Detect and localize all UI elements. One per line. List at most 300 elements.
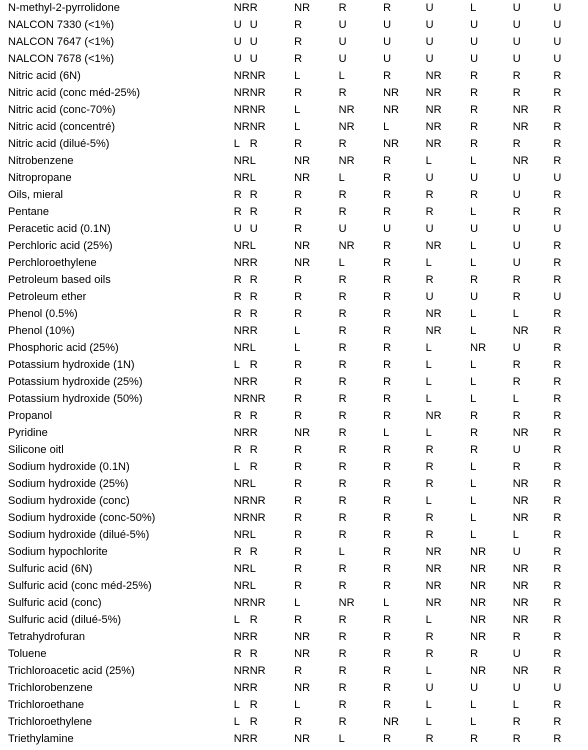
rating-cell: R — [383, 682, 392, 694]
rating-cell: R — [249, 631, 258, 643]
rating-cell: NR — [425, 563, 442, 575]
rating-cell: R — [233, 206, 242, 218]
table-row — [0, 357, 588, 374]
rating-cell: L — [249, 155, 256, 167]
rating-cell: NR — [233, 172, 250, 184]
rating-cell: NR — [338, 597, 355, 609]
rating-cell: R — [338, 614, 347, 626]
rating-cell: R — [553, 155, 562, 167]
rating-cell: U — [470, 682, 479, 694]
rating-cell: R — [553, 529, 562, 541]
rating-cell: L — [249, 563, 256, 575]
rating-cell: R — [233, 648, 242, 660]
chemical-name-cell: Nitric acid (6N) — [8, 70, 81, 82]
rating-cell: R — [553, 138, 562, 150]
rating-cell: NR — [294, 240, 311, 252]
rating-cell: NR — [249, 495, 266, 507]
rating-cell: NR — [470, 563, 487, 575]
rating-cell: U — [512, 36, 521, 48]
table-row — [0, 136, 588, 153]
table-row — [0, 663, 588, 680]
rating-cell: L — [470, 512, 477, 524]
rating-cell: NR — [470, 342, 487, 354]
rating-cell: R — [470, 70, 479, 82]
rating-cell: R — [470, 274, 479, 286]
rating-cell: NR — [294, 631, 311, 643]
rating-cell: R — [338, 376, 347, 388]
rating-cell: NR — [233, 240, 250, 252]
table-row — [0, 68, 588, 85]
rating-cell: R — [294, 512, 303, 524]
rating-cell: U — [425, 682, 434, 694]
rating-cell: R — [338, 648, 347, 660]
rating-cell: R — [294, 53, 303, 65]
chemical-name-cell: Trichloroacetic acid (25%) — [8, 665, 135, 677]
rating-cell: NR — [233, 580, 250, 592]
rating-cell: R — [294, 274, 303, 286]
rating-cell: R — [470, 138, 479, 150]
rating-cell: L — [470, 257, 477, 269]
rating-cell: U — [425, 53, 434, 65]
rating-cell: U — [553, 682, 562, 694]
rating-cell: R — [512, 716, 521, 728]
rating-cell: NR — [233, 257, 250, 269]
rating-cell: U — [512, 240, 521, 252]
rating-cell: U — [512, 546, 521, 558]
rating-cell: NR — [338, 155, 355, 167]
rating-cell: R — [338, 2, 347, 14]
rating-cell: NR — [425, 597, 442, 609]
rating-cell: R — [294, 223, 303, 235]
chemical-name-cell: Sodium hydroxide (conc) — [8, 495, 130, 507]
chemical-name-cell: Phenol (10%) — [8, 325, 75, 337]
rating-cell: R — [294, 189, 303, 201]
rating-cell: R — [425, 512, 434, 524]
rating-cell: L — [294, 325, 301, 337]
rating-cell: R — [338, 393, 347, 405]
rating-cell: NR — [425, 138, 442, 150]
table-row — [0, 595, 588, 612]
table-row — [0, 51, 588, 68]
rating-cell: U — [425, 19, 434, 31]
rating-cell: R — [383, 155, 392, 167]
rating-cell: R — [553, 512, 562, 524]
rating-cell: R — [512, 733, 521, 745]
table-row — [0, 408, 588, 425]
chemical-name-cell: Oils, mieral — [8, 189, 64, 201]
rating-cell: R — [383, 2, 392, 14]
rating-cell: U — [338, 53, 347, 65]
rating-cell: R — [233, 444, 242, 456]
table-row — [0, 391, 588, 408]
rating-cell: R — [553, 427, 562, 439]
chemical-name-cell: NALCON 7330 (<1%) — [8, 19, 115, 31]
rating-cell: R — [553, 359, 562, 371]
chemical-name-cell: Silicone oitl — [8, 444, 64, 456]
rating-cell: R — [294, 359, 303, 371]
rating-cell: R — [233, 291, 242, 303]
chemical-name-cell: NALCON 7647 (<1%) — [8, 36, 115, 48]
chemical-name-cell: Pyridine — [8, 427, 48, 439]
chemical-name-cell: Pentane — [8, 206, 49, 218]
rating-cell: L — [249, 580, 256, 592]
rating-cell: U — [553, 2, 562, 14]
rating-cell: R — [512, 631, 521, 643]
rating-cell: R — [338, 291, 347, 303]
rating-cell: R — [553, 189, 562, 201]
rating-cell: R — [553, 597, 562, 609]
rating-cell: U — [512, 444, 521, 456]
rating-cell: L — [470, 155, 477, 167]
rating-cell: R — [338, 410, 347, 422]
rating-cell: R — [512, 376, 521, 388]
rating-cell: U — [425, 223, 434, 235]
rating-cell: R — [338, 699, 347, 711]
rating-cell: U — [512, 257, 521, 269]
rating-cell: L — [425, 699, 432, 711]
rating-cell: L — [425, 359, 432, 371]
rating-cell: R — [553, 444, 562, 456]
rating-cell: U — [425, 172, 434, 184]
rating-cell: R — [425, 478, 434, 490]
rating-cell: NR — [338, 121, 355, 133]
rating-cell: R — [470, 104, 479, 116]
rating-cell: NR — [294, 682, 311, 694]
rating-cell: R — [294, 529, 303, 541]
chemical-name-cell: Triethylamine — [8, 733, 74, 745]
rating-cell: R — [553, 257, 562, 269]
rating-cell: R — [338, 461, 347, 473]
rating-cell: L — [294, 121, 301, 133]
rating-cell: R — [553, 631, 562, 643]
rating-cell: NR — [294, 648, 311, 660]
rating-cell: NR — [233, 427, 250, 439]
rating-cell: R — [383, 648, 392, 660]
rating-cell: NR — [233, 155, 250, 167]
chemical-name-cell: Sulfuric acid (conc méd-25%) — [8, 580, 152, 592]
chemical-name-cell: Perchloric acid (25%) — [8, 240, 113, 252]
rating-cell: L — [294, 342, 301, 354]
rating-cell: NR — [233, 393, 250, 405]
rating-cell: R — [553, 716, 562, 728]
rating-cell: R — [338, 563, 347, 575]
rating-cell: R — [294, 19, 303, 31]
chemical-name-cell: Trichlorobenzene — [8, 682, 93, 694]
rating-cell: NR — [233, 70, 250, 82]
rating-cell: L — [249, 478, 256, 490]
table-row — [0, 425, 588, 442]
rating-cell: R — [338, 444, 347, 456]
rating-cell: L — [470, 393, 477, 405]
rating-cell: NR — [233, 733, 250, 745]
rating-cell: NR — [425, 325, 442, 337]
rating-cell: U — [383, 19, 392, 31]
rating-cell: R — [338, 495, 347, 507]
chemical-name-cell: Perchloroethylene — [8, 257, 97, 269]
table-row — [0, 323, 588, 340]
rating-cell: R — [338, 682, 347, 694]
chemical-name-cell: Phosphoric acid (25%) — [8, 342, 119, 354]
rating-cell: NR — [512, 563, 529, 575]
rating-cell: U — [383, 223, 392, 235]
table-row — [0, 221, 588, 238]
rating-cell: R — [338, 631, 347, 643]
rating-cell: R — [294, 138, 303, 150]
chemical-name-cell: Sulfuric acid (6N) — [8, 563, 93, 575]
rating-cell: L — [425, 614, 432, 626]
chemical-name-cell: Toluene — [8, 648, 47, 660]
chemical-name-cell: Nitric acid (dilué-5%) — [8, 138, 110, 150]
table-row — [0, 170, 588, 187]
rating-cell: NR — [249, 393, 266, 405]
rating-cell: L — [233, 359, 240, 371]
rating-cell: R — [383, 580, 392, 592]
rating-cell: U — [470, 53, 479, 65]
rating-cell: NR — [425, 104, 442, 116]
rating-cell: NR — [338, 240, 355, 252]
rating-cell: R — [553, 546, 562, 558]
rating-cell: NR — [233, 563, 250, 575]
rating-cell: R — [383, 189, 392, 201]
table-row — [0, 646, 588, 663]
rating-cell: L — [338, 733, 345, 745]
rating-cell: R — [383, 359, 392, 371]
rating-cell: NR — [425, 410, 442, 422]
table-row — [0, 714, 588, 731]
rating-cell: R — [553, 342, 562, 354]
rating-cell: U — [470, 223, 479, 235]
rating-cell: NR — [470, 614, 487, 626]
table-row — [0, 731, 588, 748]
rating-cell: L — [294, 597, 301, 609]
rating-cell: NR — [512, 614, 529, 626]
rating-cell: U — [470, 172, 479, 184]
rating-cell: L — [294, 699, 301, 711]
rating-cell: L — [470, 495, 477, 507]
rating-cell: R — [383, 631, 392, 643]
rating-cell: R — [425, 648, 434, 660]
rating-cell: R — [425, 189, 434, 201]
rating-cell: R — [338, 427, 347, 439]
rating-cell: R — [338, 325, 347, 337]
rating-cell: R — [294, 410, 303, 422]
table-row — [0, 306, 588, 323]
rating-cell: R — [512, 359, 521, 371]
rating-cell: L — [249, 240, 256, 252]
table-row — [0, 629, 588, 646]
chemical-name-cell: Peracetic acid (0.1N) — [8, 223, 111, 235]
rating-cell: R — [425, 733, 434, 745]
rating-cell: U — [553, 36, 562, 48]
table-row — [0, 527, 588, 544]
rating-cell: L — [470, 359, 477, 371]
rating-cell: R — [512, 461, 521, 473]
rating-cell: R — [294, 36, 303, 48]
rating-cell: U — [249, 19, 258, 31]
chemical-name-cell: Nitropropane — [8, 172, 72, 184]
rating-cell: L — [512, 529, 519, 541]
rating-cell: L — [233, 461, 240, 473]
rating-cell: NR — [233, 376, 250, 388]
rating-cell: U — [233, 223, 242, 235]
rating-cell: R — [249, 359, 258, 371]
rating-cell: NR — [233, 529, 250, 541]
rating-cell: U — [470, 19, 479, 31]
rating-cell: R — [383, 699, 392, 711]
table-row — [0, 272, 588, 289]
rating-cell: R — [233, 189, 242, 201]
rating-cell: U — [470, 291, 479, 303]
chemical-name-cell: Sodium hydroxide (25%) — [8, 478, 129, 490]
rating-cell: R — [383, 376, 392, 388]
rating-cell: R — [553, 393, 562, 405]
table-row — [0, 374, 588, 391]
rating-cell: NR — [512, 580, 529, 592]
rating-cell: L — [470, 478, 477, 490]
table-row — [0, 119, 588, 136]
rating-cell: R — [249, 410, 258, 422]
rating-cell: R — [425, 631, 434, 643]
rating-cell: R — [249, 461, 258, 473]
rating-cell: U — [553, 19, 562, 31]
table-row — [0, 544, 588, 561]
rating-cell: L — [470, 716, 477, 728]
rating-cell: NR — [233, 2, 250, 14]
rating-cell: R — [553, 410, 562, 422]
rating-cell: R — [383, 665, 392, 677]
rating-cell: R — [249, 648, 258, 660]
rating-cell: R — [553, 495, 562, 507]
rating-cell: R — [383, 614, 392, 626]
table-row — [0, 442, 588, 459]
rating-cell: R — [553, 478, 562, 490]
rating-cell: NR — [512, 512, 529, 524]
rating-cell: R — [512, 206, 521, 218]
rating-cell: NR — [383, 87, 399, 99]
rating-cell: R — [383, 733, 392, 745]
rating-cell: U — [249, 53, 258, 65]
rating-cell: R — [249, 308, 258, 320]
table-row — [0, 289, 588, 306]
rating-cell: R — [249, 716, 258, 728]
rating-cell: R — [383, 172, 392, 184]
rating-cell: NR — [425, 308, 442, 320]
rating-cell: R — [383, 546, 392, 558]
rating-cell: R — [383, 410, 392, 422]
rating-cell: R — [294, 495, 303, 507]
rating-cell: L — [512, 699, 519, 711]
rating-cell: L — [470, 461, 477, 473]
rating-cell: R — [294, 308, 303, 320]
rating-cell: R — [338, 359, 347, 371]
rating-cell: U — [233, 19, 242, 31]
rating-cell: L — [249, 529, 256, 541]
rating-cell: R — [383, 240, 392, 252]
chemical-name-cell: NALCON 7678 (<1%) — [8, 53, 115, 65]
table-row — [0, 0, 588, 17]
rating-cell: R — [383, 206, 392, 218]
rating-cell: R — [383, 461, 392, 473]
rating-cell: R — [383, 495, 392, 507]
rating-cell: NR — [294, 172, 311, 184]
rating-cell: R — [470, 87, 479, 99]
rating-cell: R — [512, 274, 521, 286]
rating-cell: NR — [233, 512, 250, 524]
rating-cell: L — [470, 240, 477, 252]
chemical-name-cell: Potassium hydroxide (50%) — [8, 393, 143, 405]
rating-cell: L — [425, 393, 432, 405]
rating-cell: R — [294, 376, 303, 388]
rating-cell: R — [553, 699, 562, 711]
rating-cell: R — [425, 444, 434, 456]
rating-cell: R — [249, 206, 258, 218]
rating-cell: R — [553, 325, 562, 337]
rating-cell: R — [383, 70, 392, 82]
rating-cell: L — [233, 138, 240, 150]
rating-cell: NR — [249, 512, 266, 524]
rating-cell: R — [249, 733, 258, 745]
rating-cell: R — [338, 665, 347, 677]
rating-cell: R — [294, 291, 303, 303]
table-row — [0, 153, 588, 170]
rating-cell: U — [383, 53, 392, 65]
rating-cell: NR — [249, 104, 266, 116]
rating-cell: NR — [233, 121, 250, 133]
table-row — [0, 697, 588, 714]
rating-cell: R — [338, 308, 347, 320]
rating-cell: R — [383, 291, 392, 303]
rating-cell: NR — [294, 733, 311, 745]
rating-cell: R — [249, 291, 258, 303]
rating-cell: U — [553, 291, 562, 303]
rating-cell: R — [294, 478, 303, 490]
rating-cell: NR — [512, 121, 529, 133]
rating-cell: NR — [425, 240, 442, 252]
rating-cell: R — [249, 274, 258, 286]
rating-cell: U — [553, 223, 562, 235]
chemical-name-cell: Potassium hydroxide (1N) — [8, 359, 135, 371]
rating-cell: R — [249, 682, 258, 694]
rating-cell: U — [512, 223, 521, 235]
rating-cell: R — [338, 716, 347, 728]
rating-cell: NR — [338, 104, 355, 116]
rating-cell: NR — [233, 665, 250, 677]
rating-cell: U — [512, 172, 521, 184]
chemical-name-cell: Propanol — [8, 410, 53, 422]
rating-cell: L — [233, 614, 240, 626]
rating-cell: R — [338, 529, 347, 541]
chemical-name-cell: Sodium hydroxide (conc-50%) — [8, 512, 156, 524]
rating-cell: L — [294, 104, 301, 116]
rating-cell: NR — [249, 70, 266, 82]
rating-cell: U — [338, 223, 347, 235]
rating-cell: U — [512, 342, 521, 354]
rating-cell: L — [338, 257, 345, 269]
rating-cell: R — [383, 308, 392, 320]
chemical-name-cell: Sulfuric acid (dilué-5%) — [8, 614, 122, 626]
chemical-name-cell: Sodium hypochlorite — [8, 546, 108, 558]
rating-cell: R — [553, 614, 562, 626]
rating-cell: NR — [425, 580, 442, 592]
rating-cell: R — [425, 274, 434, 286]
rating-cell: U — [233, 53, 242, 65]
rating-cell: NR — [233, 631, 250, 643]
rating-cell: R — [383, 529, 392, 541]
rating-cell: R — [383, 274, 392, 286]
rating-cell: NR — [512, 427, 529, 439]
rating-cell: R — [338, 580, 347, 592]
rating-cell: L — [425, 376, 432, 388]
